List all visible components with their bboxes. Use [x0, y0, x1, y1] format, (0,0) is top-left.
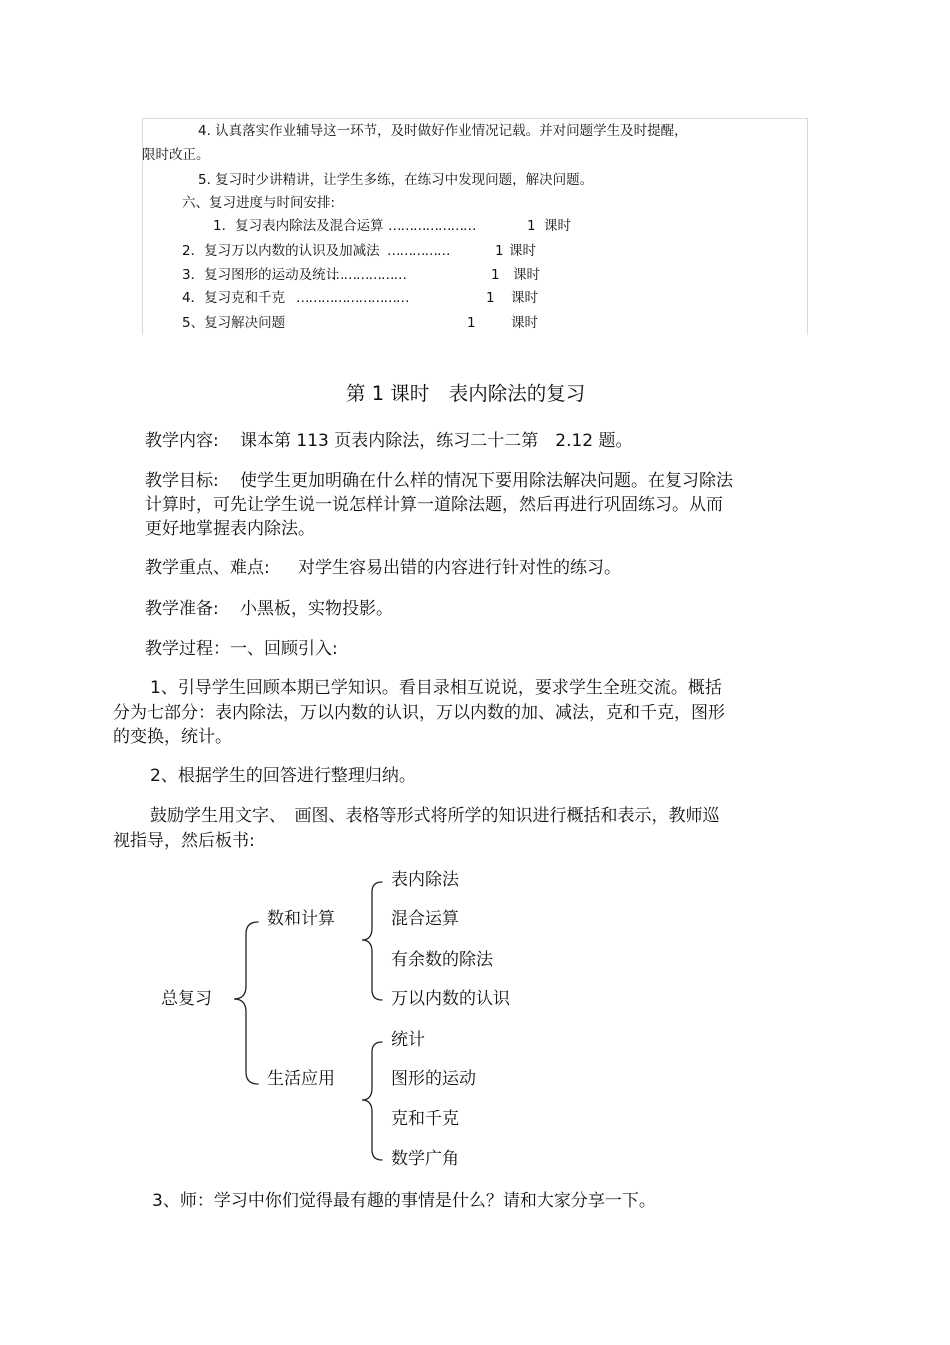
schedule-heading: 六、复习进度与时间安排:: [182, 195, 336, 211]
schedule-unit: 课时: [513, 267, 540, 283]
schedule-topic: 3．复习图形的运动及统计: [182, 267, 340, 283]
schedule-topic: 2．复习万以内数的认识及加减法: [182, 243, 380, 259]
step2: 2、根据学生的回答进行整理归纳。: [150, 766, 416, 786]
diagram-root: 总复习: [161, 989, 212, 1009]
lesson-title: 第 1 课时 表内除法的复习: [346, 382, 586, 405]
goal-line3: 更好地掌握表内除法。: [145, 519, 315, 539]
content-label: 教学内容:: [145, 431, 219, 451]
schedule-dots: ………………………: [296, 290, 409, 306]
schedule-count: 1: [491, 267, 500, 283]
schedule-unit: 课时: [511, 290, 538, 306]
diagram-leaf: 数学广角: [391, 1149, 459, 1169]
diagram-branch-life: 生活应用: [267, 1069, 335, 1089]
content-text: 课本第 113 页表内除法，练习二十二第 2.12 题。: [240, 431, 633, 451]
diagram-branch-numbers: 数和计算: [267, 909, 335, 929]
schedule-topic: 1．复习表内除法及混合运算: [213, 218, 384, 234]
schedule-topic: 5、复习解决问题: [182, 315, 286, 331]
step1-line2: 分为七部分：表内除法，万以内数的认识，万以内数的加、减法，克和千克，图形: [113, 703, 725, 723]
schedule-topic: 4．复习克和千克: [182, 290, 286, 306]
step1-line1: 1、引导学生回顾本期已学知识。看目录相互说说，要求学生全班交流。概括: [150, 678, 722, 698]
keypoints-text: 对学生容易出错的内容进行针对性的练习。: [298, 558, 621, 578]
diagram-leaf: 图形的运动: [391, 1069, 476, 1089]
goal-label: 教学目标:: [145, 471, 219, 491]
schedule-unit: 课时: [544, 218, 571, 234]
schedule-count: 1: [467, 315, 476, 331]
diagram-leaf: 统计: [391, 1030, 425, 1050]
encourage-line1: 鼓励学生用文字、 画图、表格等形式将所学的知识进行概括和表示，教师巡: [150, 806, 720, 826]
schedule-count: 1: [495, 243, 504, 259]
item4-line1: 4. 认真落实作业辅导这一环节，及时做好作业情况记载。并对问题学生及时提醒，: [198, 123, 688, 139]
schedule-dots: …………………: [388, 218, 476, 234]
schedule-dots: ……………: [387, 243, 450, 259]
diagram-leaf: 混合运算: [391, 909, 459, 929]
goal-line1: 使学生更加明确在什么样的情况下要用除法解决问题。在复习除法: [240, 471, 733, 491]
root-brace: [234, 922, 258, 1084]
step1-line3: 的变换，统计。: [113, 727, 232, 747]
keypoints-label: 教学重点、难点:: [145, 558, 270, 578]
step3: 3、师：学习中你们觉得最有趣的事情是什么？请和大家分享一下。: [152, 1191, 656, 1211]
diagram-leaf: 表内除法: [391, 870, 459, 890]
schedule-unit: 课时: [509, 243, 536, 259]
diagram-leaf: 万以内数的认识: [391, 989, 510, 1009]
process-heading: 教学过程：一、回顾引入:: [145, 639, 338, 659]
item5: 5. 复习时少讲精讲，让学生多练，在练习中发现问题，解决问题。: [198, 172, 594, 188]
item4-line2: 限时改正。: [142, 147, 210, 163]
encourage-line2: 视指导，然后板书:: [113, 831, 255, 851]
branch1-brace: [362, 882, 382, 1000]
branch2-brace: [362, 1042, 382, 1160]
schedule-count: 1: [486, 290, 495, 306]
prep-text: 小黑板，实物投影。: [240, 599, 393, 619]
schedule-dots: ………………: [331, 267, 406, 283]
diagram-leaf: 有余数的除法: [391, 950, 493, 970]
goal-line2: 计算时，可先让学生说一说怎样计算一道除法题，然后再进行巩固练习。从而: [145, 495, 723, 515]
diagram-leaf: 克和千克: [391, 1109, 459, 1129]
prep-label: 教学准备:: [145, 599, 219, 619]
schedule-unit: 课时: [511, 315, 538, 331]
schedule-count: 1: [527, 218, 536, 234]
